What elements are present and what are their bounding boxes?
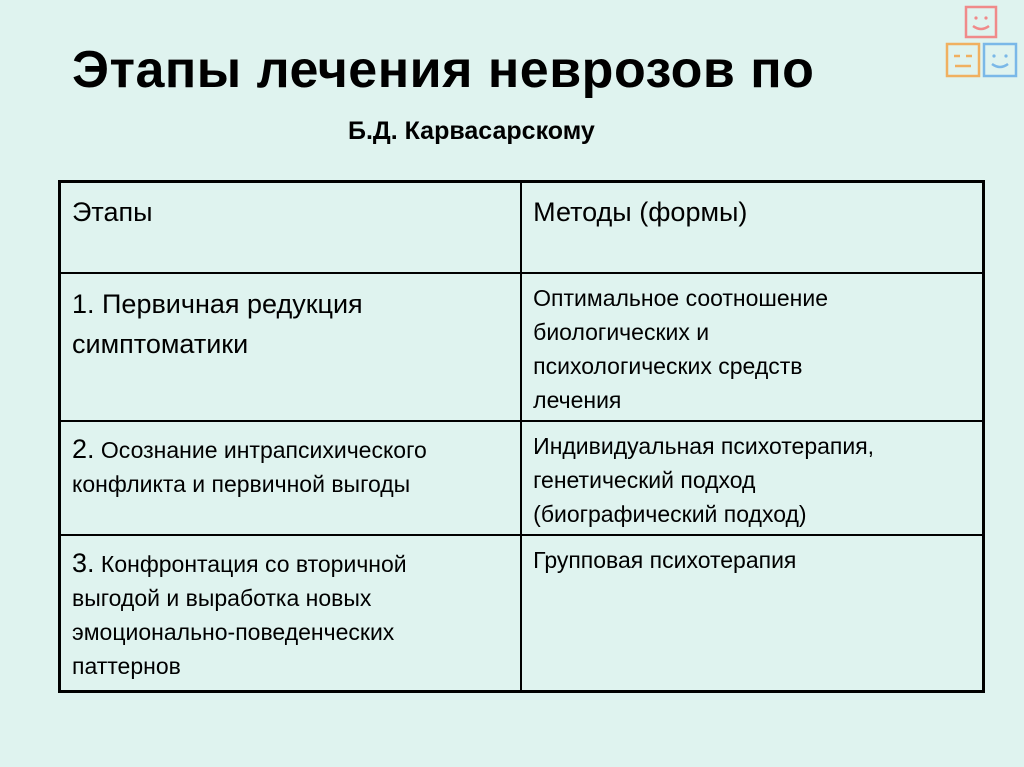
stages-table <box>58 180 985 693</box>
smiley-blocks-icon <box>944 4 1020 80</box>
stage-cell <box>60 535 522 692</box>
stage-line: конфликта и первичной выгоды <box>72 471 411 497</box>
stage-line-text: Осознание интрапсихического <box>100 437 427 463</box>
header-cell-methods <box>521 182 983 274</box>
header-cell-stages <box>60 182 522 274</box>
stage-line-text: Конфронтация со вторичной <box>100 551 407 577</box>
slide-title: Этапы лечения неврозов по <box>72 41 815 99</box>
method-text <box>522 422 982 531</box>
header-methods: Методы (формы) <box>533 197 748 227</box>
method-text <box>522 536 982 577</box>
table-row <box>60 273 984 421</box>
stage-number: 2. <box>72 434 95 464</box>
stage-cell <box>60 421 522 535</box>
stage-line <box>72 546 512 581</box>
method-line: Групповая психотерапия <box>533 547 797 573</box>
method-cell <box>521 421 983 535</box>
stage-line: эмоционально-поведенческих <box>72 619 395 645</box>
method-line: психологических средств <box>533 353 803 379</box>
stage-text <box>61 422 520 501</box>
method-text <box>522 274 982 417</box>
method-line: Оптимальное соотношение <box>533 285 829 311</box>
stage-line: 1. Первичная редукция <box>72 289 363 319</box>
stage-text <box>61 536 520 683</box>
table-row <box>60 421 984 535</box>
method-line: Индивидуальная психотерапия, <box>533 433 875 459</box>
stage-number: 3. <box>72 548 95 578</box>
method-line: генетический подход <box>533 467 756 493</box>
method-line: биологических и <box>533 319 710 345</box>
table-header-row <box>60 182 984 274</box>
method-line: (биографический подход) <box>533 501 807 527</box>
stage-line <box>72 432 512 467</box>
method-cell <box>521 535 983 692</box>
stage-line: симптоматики <box>72 329 249 359</box>
slide-subtitle: Б.Д. Карвасарскому <box>348 117 595 145</box>
stage-text <box>61 274 520 364</box>
stage-line: выгодой и выработка новых <box>72 585 372 611</box>
method-cell <box>521 273 983 421</box>
stage-cell <box>60 273 522 421</box>
method-line: лечения <box>533 387 622 413</box>
table-row <box>60 535 984 692</box>
stage-line: паттернов <box>72 653 181 679</box>
header-stages: Этапы <box>72 197 153 227</box>
